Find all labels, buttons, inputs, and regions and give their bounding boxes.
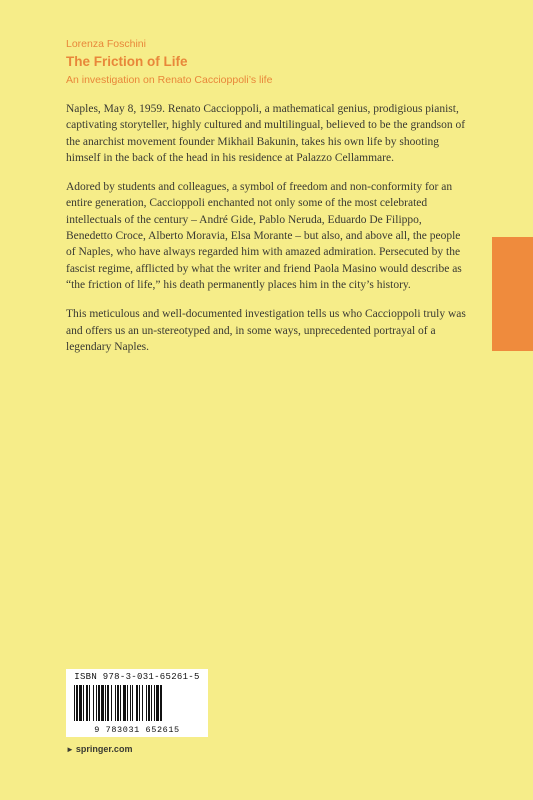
publisher-link[interactable]: [66, 744, 132, 754]
isbn-label: ISBN 978-3-031-65261-5: [74, 672, 200, 682]
blurb-paragraph-2: Adored by students and colleagues, a symbol of freedom and non-conformity for an entire generation, Caccioppoli enchanted not only some of the most celebrated intellectuals of the century – André Gide, Pablo Neruda, Eduardo De Filippo, Benedetto Croce, Alberto Moravia, Elsa Morante – but also, and above all, the people of Naples, who have always regarded him with amazed admiration. Persecuted by the fascist regime, afflicted by what the writer and friend Paola Masino would describe as “the friction of life,” his death permanently places him in the city’s history.: [66, 181, 462, 291]
publisher-label: springer.com: [75, 744, 133, 754]
arrow-right-icon: ►: [66, 745, 74, 754]
barcode-digits: 9 783031 652615: [94, 725, 180, 735]
barcode-icon: [72, 685, 202, 721]
barcode-panel: [66, 669, 208, 737]
blurb: [66, 101, 468, 368]
blurb-paragraph-3: This meticulous and well-documented investigation tells us who Caccioppoli truly was and offers us an un-stereotyped and, in some ways, unprecedented portrayal of a legendary Naples.: [66, 308, 466, 353]
blurb-paragraph-1: Naples, May 8, 1959. Renato Caccioppoli, a mathematical genius, prodigious pianist, captivating storyteller, highly cultured and multilingual, believed to be the grandson of the anarchist movement founder Mikhail Bakunin, takes his own life by shooting himself in the back of the head in his residence at Palazzo Cellammare.: [66, 103, 466, 164]
book-subtitle: An investigation on Renato Caccioppoli’s life: [66, 74, 273, 86]
book-title: The Friction of Life: [66, 54, 188, 69]
orange-edge-tab: [492, 237, 533, 351]
author-name: Lorenza Foschini: [66, 38, 146, 50]
